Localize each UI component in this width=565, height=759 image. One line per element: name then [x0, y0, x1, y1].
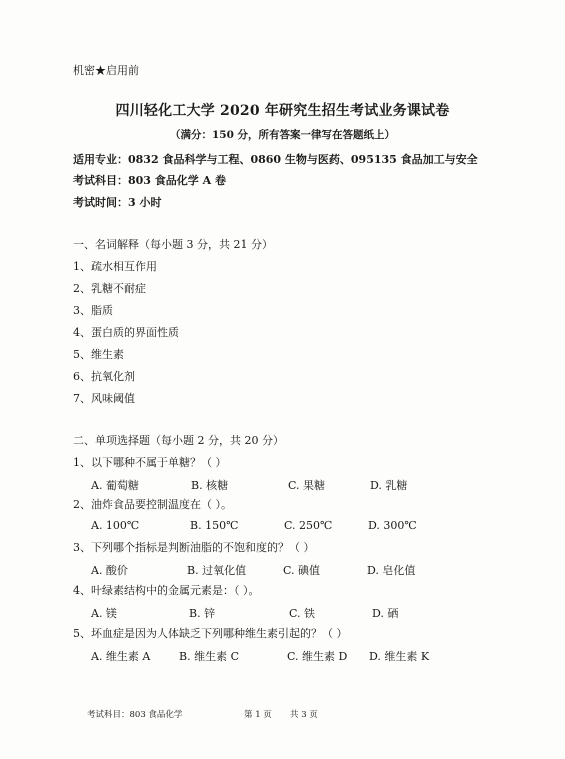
- footer-total-pages: 共 3 页: [290, 710, 318, 720]
- option-d: D. 维生素 K: [369, 650, 430, 663]
- question-stem: 5、坏血症是因为人体缺乏下列哪种维生素引起的？（ ）: [73, 627, 348, 640]
- term-item: 4、蛋白质的界面性质: [73, 326, 179, 339]
- option-c: C. 碘值: [283, 564, 321, 577]
- term-item: 2、乳糖不耐症: [73, 282, 146, 295]
- confidential-label: 机密★启用前: [73, 64, 139, 77]
- option-a: A. 酸价: [91, 564, 128, 577]
- question-stem: 3、下列哪个指标是判断油脂的不饱和度的？（ ）: [73, 541, 315, 554]
- option-b: B. 维生素 C: [179, 650, 239, 663]
- option-a: A. 镁: [91, 607, 117, 620]
- option-a: A. 葡萄糖: [91, 479, 139, 492]
- info-majors: 适用专业：0832 食品科学与工程、0860 生物与医药、095135 食品加工与安全: [73, 153, 478, 166]
- option-c: C. 250℃: [284, 519, 333, 532]
- option-c: C. 维生素 D: [287, 650, 348, 663]
- question-stem: 4、叶绿素结构中的金属元素是：（ ）。: [73, 584, 260, 597]
- footer-page-number: 第 1 页: [244, 710, 272, 720]
- exam-title: 四川轻化工大学 2020 年研究生招生考试业务课试卷: [115, 103, 450, 119]
- option-b: B. 核糖: [191, 479, 229, 492]
- option-a: A. 维生素 A: [91, 650, 151, 663]
- option-b: B. 150℃: [190, 519, 239, 532]
- term-item: 7、风味阈值: [73, 392, 135, 405]
- term-item: 6、抗氧化剂: [73, 370, 135, 383]
- question-stem: 2、油炸食品要控制温度在（ ）。: [73, 498, 232, 511]
- option-a: A. 100℃: [91, 519, 140, 532]
- section2-heading: 二、单项选择题（每小题 2 分，共 20 分）: [73, 434, 284, 447]
- info-subject: 考试科目：803 食品化学 A 卷: [73, 174, 226, 187]
- term-item: 5、维生素: [73, 348, 124, 361]
- exam-subtitle: （满分：150 分，所有答案一律写在答题纸上）: [169, 129, 396, 141]
- footer-subject: 考试科目：803 食品化学: [87, 710, 183, 720]
- option-b: B. 过氧化值: [187, 564, 247, 577]
- option-c: C. 铁: [289, 607, 316, 620]
- option-d: D. 皂化值: [367, 564, 416, 577]
- question-stem: 1、以下哪种不属于单糖？（ ）: [73, 456, 227, 469]
- option-c: C. 果糖: [288, 479, 326, 492]
- option-d: D. 硒: [372, 607, 399, 620]
- term-item: 3、脂质: [73, 304, 113, 317]
- section1-heading: 一、名词解释（每小题 3 分，共 21 分）: [73, 238, 273, 251]
- option-b: B. 锌: [189, 607, 216, 620]
- option-d: D. 乳糖: [370, 479, 408, 492]
- option-d: D. 300℃: [368, 519, 417, 532]
- info-time: 考试时间：3 小时: [73, 196, 162, 209]
- term-item: 1、疏水相互作用: [73, 260, 157, 273]
